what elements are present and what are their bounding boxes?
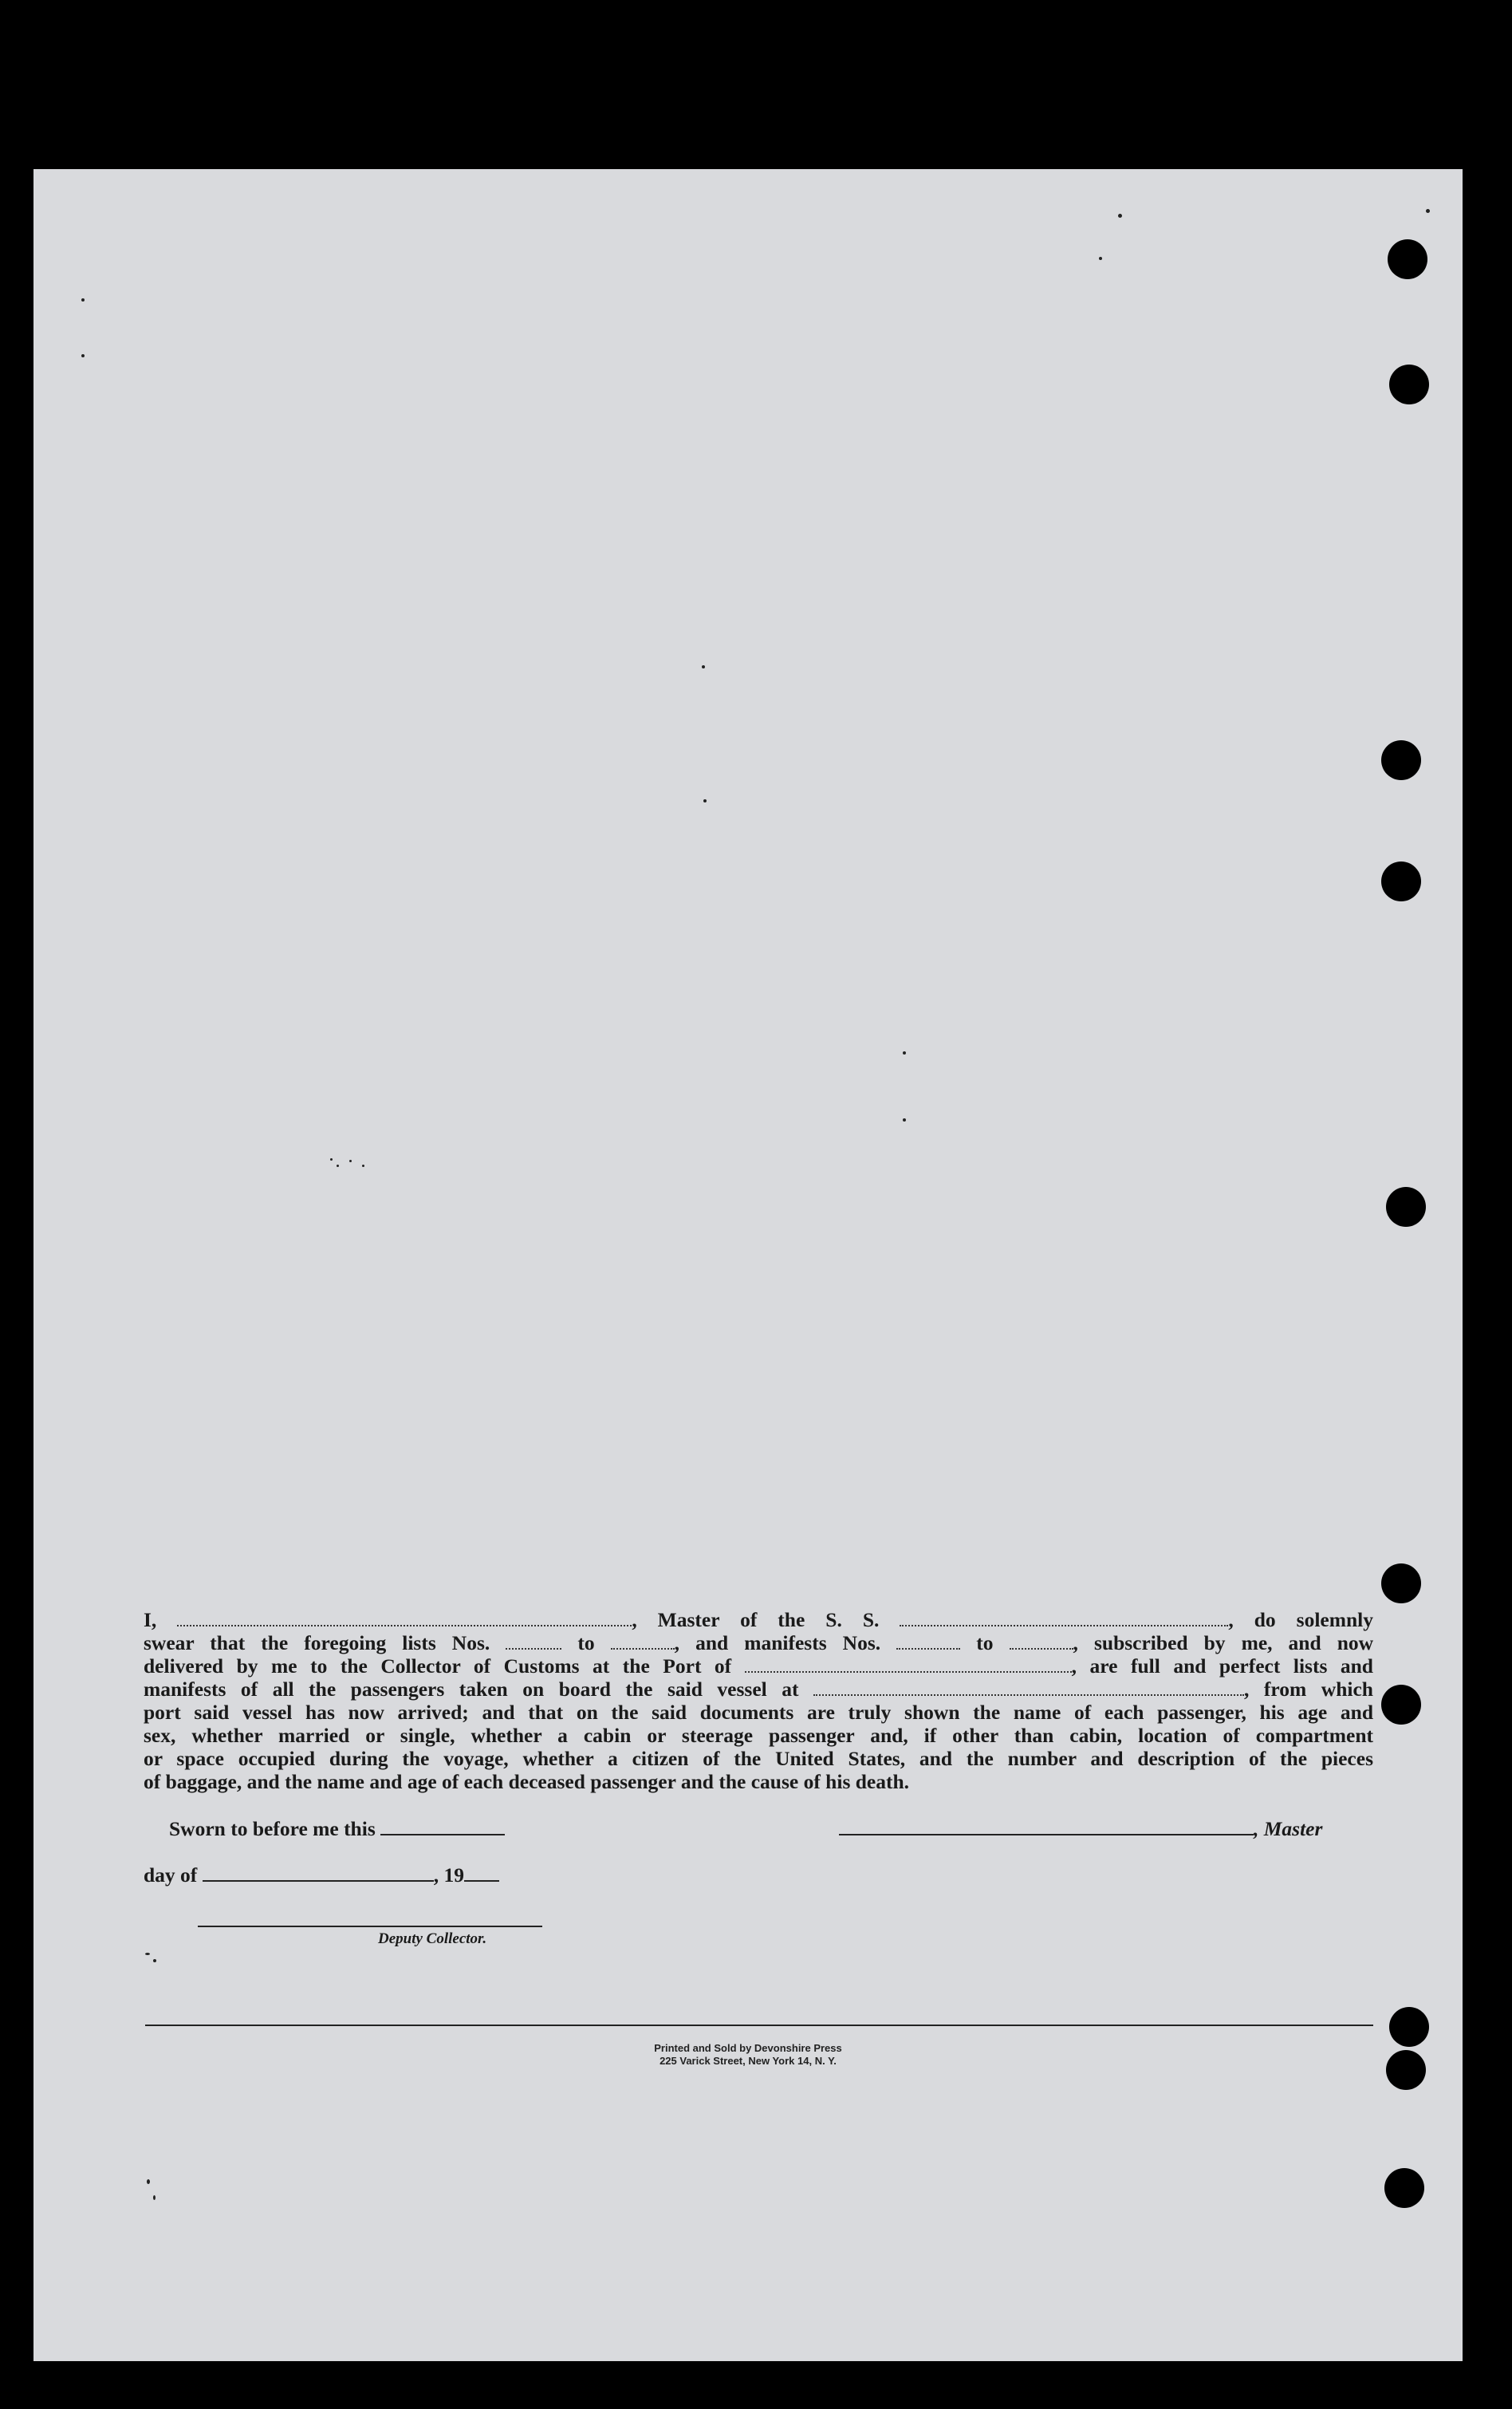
scan-speck [81, 298, 85, 302]
manifests-to-field[interactable] [1010, 1634, 1073, 1650]
oath-line: or space occupied during the voyage, whether a citizen of the United States, and the number and description of the pieces [144, 1747, 1373, 1770]
oath-line [144, 1654, 1373, 1678]
month-field[interactable] [203, 1866, 434, 1882]
scan-speck [337, 1165, 339, 1167]
master-label: , Master [1254, 1817, 1323, 1840]
scan-speck [1118, 214, 1122, 218]
binder-hole [1381, 1563, 1421, 1603]
ship-name-field[interactable] [900, 1611, 1228, 1626]
imprint-line: 225 Varick Street, New York 14, N. Y. [660, 2055, 837, 2067]
scan-speck [702, 665, 705, 668]
scan-speck [330, 1158, 333, 1161]
scan-speck [703, 799, 707, 802]
footer-rule [145, 2025, 1373, 2026]
oath-text: delivered by me to the Collector of Customs at the Port of [144, 1654, 732, 1678]
scan-speck [153, 2195, 156, 2200]
oath-text: to [577, 1631, 595, 1654]
oath-text: , and manifests Nos. [674, 1631, 881, 1654]
scan-speck [81, 354, 85, 357]
scan-speck [1426, 209, 1430, 213]
scan-speck [903, 1051, 906, 1055]
master-signature-field[interactable] [839, 1820, 1254, 1835]
scan-speck [145, 1953, 150, 1955]
binder-hole [1384, 2168, 1424, 2208]
deputy-collector-label: Deputy Collector. [378, 1930, 487, 1947]
oath-line [144, 1631, 1373, 1654]
port-of-departure-field[interactable] [813, 1680, 1244, 1696]
binder-hole [1388, 239, 1427, 279]
sworn-label: Sworn to before me this [169, 1817, 376, 1840]
oath-line: port said vessel has now arrived; and that on the said documents are truly shown the name of each passenger, his age and [144, 1701, 1373, 1724]
oath-text: to [976, 1631, 994, 1654]
oath-text: manifests of all the passengers taken on board the said vessel at [144, 1678, 799, 1701]
oath-text: , are full and perfect lists and [1071, 1654, 1373, 1678]
printer-imprint [33, 2042, 1463, 2068]
oath-line: of baggage, and the name and age of each deceased passenger and the cause of his death. [144, 1770, 910, 1793]
sworn-date-field[interactable] [380, 1820, 505, 1835]
lists-from-field[interactable] [506, 1634, 561, 1650]
binder-hole [1386, 1187, 1426, 1227]
oath-text: , Master of the S. S. [632, 1608, 880, 1631]
year-label: , 19 [433, 1863, 464, 1887]
binder-hole [1389, 2007, 1429, 2047]
oath-line [144, 1608, 1373, 1631]
scan-speck [362, 1165, 364, 1167]
day-of-label: day of [144, 1863, 198, 1887]
oath-line: sex, whether married or single, whether a cabin or steerage passenger and, if other than cabin, location of compartment [144, 1724, 1373, 1747]
scan-speck [349, 1160, 352, 1162]
oath-text: , from which [1244, 1678, 1373, 1701]
master-signature-row [839, 1817, 1322, 1841]
imprint-line: Printed and Sold by Devonshire Press [654, 2042, 842, 2054]
binder-hole [1381, 740, 1421, 780]
document-page [33, 169, 1463, 2361]
master-oath-paragraph [144, 1608, 1373, 1793]
binder-hole [1389, 365, 1429, 404]
oath-line [144, 1678, 1373, 1701]
oath-text: swear that the foregoing lists Nos. [144, 1631, 490, 1654]
scan-speck [153, 1959, 156, 1962]
sworn-row [169, 1817, 505, 1841]
binder-hole [1381, 1685, 1421, 1725]
binder-hole [1381, 861, 1421, 901]
day-of-row [144, 1863, 499, 1887]
scan-speck [1099, 257, 1102, 260]
deputy-signature-line [198, 1926, 542, 1927]
oath-text: , subscribed by me, and now [1073, 1631, 1374, 1654]
manifests-from-field[interactable] [896, 1634, 960, 1650]
oath-text: I, [144, 1608, 157, 1631]
lists-to-field[interactable] [611, 1634, 675, 1650]
scan-speck [903, 1118, 906, 1122]
port-of-arrival-field[interactable] [745, 1657, 1072, 1673]
oath-text: , do solemnly [1228, 1608, 1374, 1631]
master-name-field[interactable] [177, 1611, 632, 1626]
scan-speck [147, 2179, 150, 2184]
year-field[interactable] [464, 1866, 499, 1882]
